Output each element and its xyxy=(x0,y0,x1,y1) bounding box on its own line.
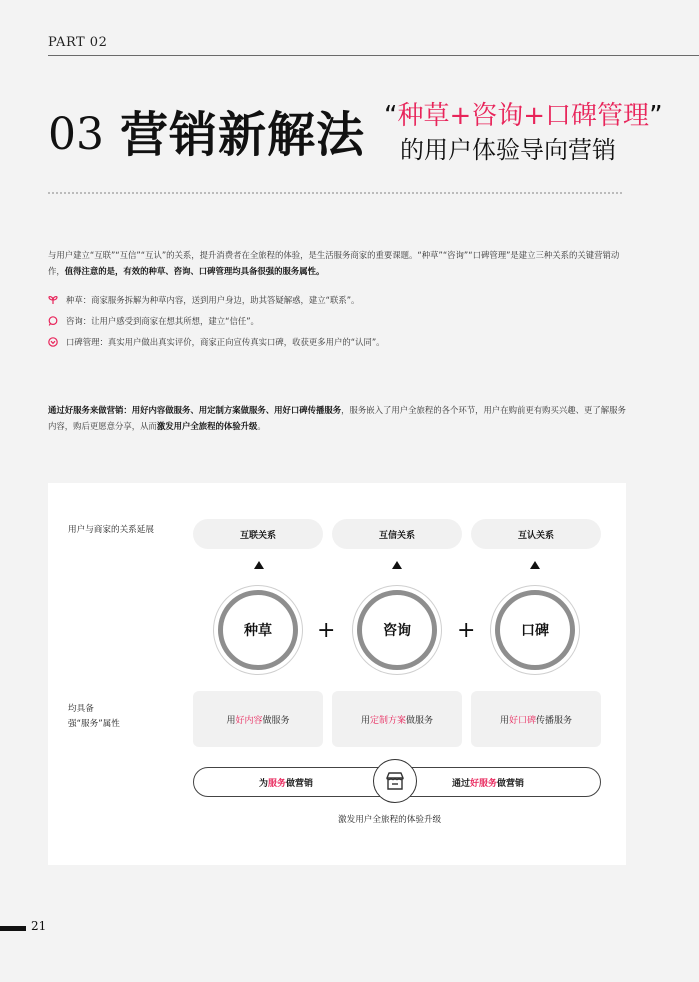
bullet-list xyxy=(48,294,385,357)
service-pre: 用 xyxy=(226,715,236,726)
service-bold-1: 通过好服务来做营销：用好内容做服务、用定制方案做服务、用好口碑传播服务 xyxy=(48,405,342,415)
plus-sign: + xyxy=(457,618,476,643)
service-highlight: 好内容 xyxy=(235,715,263,726)
action-circle: 咨询 xyxy=(357,590,437,670)
bar-left-highlight: 服务 xyxy=(268,779,287,789)
bar-right-label xyxy=(452,776,524,789)
header-rule xyxy=(48,55,699,56)
bullet-item xyxy=(48,336,385,348)
page-marker xyxy=(0,926,26,931)
bar-right-post: 做营销 xyxy=(497,779,525,789)
up-arrow-icon xyxy=(530,561,540,569)
intro-text: 与用户建立“互联”“互信”“互认”的关系，提升消费者在全旅程的体验，是生活服务商家的重要课题。“种草”“咨询”“口碑管理”是建立三种关系的关键营销动作， xyxy=(48,250,620,276)
bar-right-pre: 通过 xyxy=(452,779,471,789)
bar-left-post: 做营销 xyxy=(286,779,314,789)
bullet-item xyxy=(48,294,385,306)
row1-label: 用户与商家的关系延展 xyxy=(68,525,154,535)
service-pre: 用 xyxy=(360,715,370,726)
section-title: 营销新解法 xyxy=(120,107,366,163)
action-circle: 口碑 xyxy=(495,590,575,670)
bar-left-pre: 为 xyxy=(259,779,269,789)
bullet-text: 咨询：让用户感受到商家在想其所想，建立“信任”。 xyxy=(66,316,259,326)
service-post: 做服务 xyxy=(262,715,290,726)
up-arrow-icon xyxy=(392,561,402,569)
check-circle-icon xyxy=(48,337,58,347)
service-bold-2: 激发用户全旅程的体验升级 xyxy=(156,421,258,431)
section-number: 03 xyxy=(48,109,104,160)
title-subtitle: 的用户体验导向营销 xyxy=(400,136,616,164)
plus-sign: + xyxy=(317,618,336,643)
chat-icon xyxy=(48,316,58,326)
open-quote: “ xyxy=(384,101,398,131)
close-quote: ” xyxy=(649,101,663,131)
relation-pill: 互信关系 xyxy=(332,519,462,549)
service-box xyxy=(471,691,601,747)
up-arrow-icon xyxy=(254,561,264,569)
service-highlight: 定制方案 xyxy=(369,715,406,726)
service-pre: 用 xyxy=(499,715,509,726)
service-highlight: 好口碑 xyxy=(508,715,536,726)
title-highlight xyxy=(384,100,663,132)
relation-pill: 互认关系 xyxy=(471,519,601,549)
row2-label xyxy=(68,702,120,732)
bullet-item xyxy=(48,315,385,327)
bullet-text: 口碑管理：真实用户做出真实评价，商家正向宣传真实口碑，收获更多用户的“认同”。 xyxy=(66,337,385,347)
intro-paragraph xyxy=(48,247,628,279)
service-text-2: 。 xyxy=(257,421,266,431)
highlight-text: 种草+咨询+口碑管理 xyxy=(397,101,650,131)
service-text-1: ，服务嵌入了用户全旅程的各个环节，用户在购前更有购买兴趣、更了解服务内容，购后更愿意分享，从而 xyxy=(48,405,626,431)
row2-label-line2: 强“服务”属性 xyxy=(68,719,120,729)
dotted-divider xyxy=(48,192,622,194)
page-number: 21 xyxy=(31,919,47,933)
bar-right-highlight: 好服务 xyxy=(470,779,498,789)
service-post: 传播服务 xyxy=(536,715,573,726)
diagram-caption: 激发用户全旅程的体验升级 xyxy=(338,815,442,825)
bullet-text: 种草：商家服务拆解为种草内容，送到用户身边，助其答疑解惑，建立“联系”。 xyxy=(66,295,360,305)
sprout-icon xyxy=(48,295,58,305)
bar-left-label xyxy=(259,776,313,789)
service-paragraph xyxy=(48,402,628,434)
shop-icon xyxy=(373,759,417,803)
service-post: 做服务 xyxy=(406,715,434,726)
service-box xyxy=(193,691,323,747)
service-box xyxy=(332,691,462,747)
diagram-panel xyxy=(48,483,626,865)
action-circle: 种草 xyxy=(218,590,298,670)
intro-bold: 值得注意的是，有效的种草、咨询、口碑管理均具备很强的服务属性。 xyxy=(64,266,325,276)
relation-pill: 互联关系 xyxy=(193,519,323,549)
row2-label-line1: 均具备 xyxy=(68,704,94,714)
part-label: PART 02 xyxy=(48,35,108,50)
